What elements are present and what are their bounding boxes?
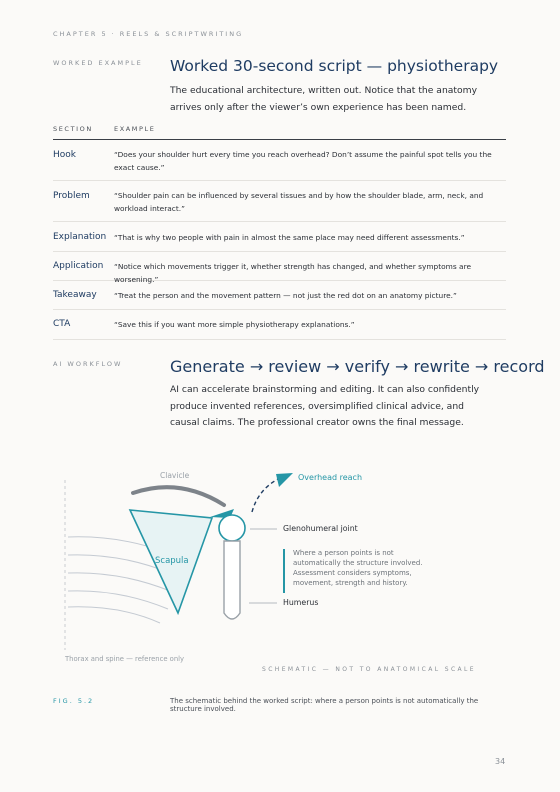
- scapula-label: Scapula: [155, 556, 189, 566]
- worked-example-title: Worked 30-second script — physiotherapy: [170, 57, 499, 75]
- worked-example-label: WORKED EXAMPLE: [53, 59, 143, 67]
- table-cell-section: Hook: [53, 150, 76, 160]
- table-cell-example: “Save this if you want more simple physiotherapy explanations.”: [114, 320, 355, 329]
- rib: [68, 591, 168, 609]
- assessment-note: Where a person points is not automatically the structure involved. Assessment considers symptoms, movement, strength and history.: [293, 549, 423, 587]
- thorax-caption: Thorax and spine — reference only: [65, 655, 185, 663]
- ai-workflow-lead: AI can accelerate brainstorming and editing. It can also confidently produce invented references, oversimplified clinical advice, and causal claims. The professional creator owns the final message.: [170, 384, 480, 428]
- overhead-reach-label: Overhead reach: [298, 473, 363, 482]
- figure-caption: The schematic behind the worked script: where a person points is not automatically the structure involved.: [170, 697, 479, 713]
- worked-example-lead: The educational architecture, written out. Notice that the anatomy arrives only after the viewer’s own experience has been named.: [170, 85, 478, 113]
- table-row: [53, 140, 506, 181]
- ai-workflow-title: Generate → review → verify → rewrite → record: [170, 357, 545, 376]
- table-cell-section: Application: [53, 261, 104, 271]
- table-cell-example: “Shoulder pain can be influenced by several tissues and by how the shoulder blade, arm, neck, and workload interact.”: [114, 191, 484, 213]
- table-row: [53, 281, 506, 310]
- table-row: [53, 222, 506, 252]
- rib: [68, 607, 160, 623]
- humeral-head: [219, 515, 245, 541]
- table-cell-section: Problem: [53, 191, 90, 201]
- page-number: 34: [495, 757, 506, 766]
- table-row: [53, 252, 506, 284]
- table-cell-example: “Treat the person and the movement pattern — not just the red dot on an anatomy picture.”: [114, 291, 457, 300]
- humerus-shaft: [224, 541, 240, 619]
- table-cell-example: “Notice which movements trigger it, whether strength has changed, and whether symptoms are worsening.”: [114, 262, 471, 284]
- table-cell-example: “That is why two people with pain in almost the same place may need different assessments.”: [114, 233, 465, 242]
- rib: [68, 573, 170, 591]
- overhead-arrow-path: [252, 479, 278, 512]
- schematic-note: SCHEMATIC — NOT TO ANATOMICAL SCALE: [262, 666, 476, 673]
- clavicle-label: Clavicle: [160, 471, 190, 480]
- table-cell-section: CTA: [53, 319, 71, 329]
- shoulder-schematic-diagram: [0, 455, 560, 680]
- glenohumeral-label: Glenohumeral joint: [283, 524, 358, 533]
- table-header-example: EXAMPLE: [114, 125, 156, 133]
- overhead-arrow-head: [276, 473, 293, 487]
- table-cell-section: Takeaway: [53, 290, 97, 300]
- table-cell-example: “Does your shoulder hurt every time you reach overhead? Don’t assume the painful spot tells you the exact cause.”: [114, 150, 492, 172]
- table-cell-section: Explanation: [53, 232, 107, 242]
- table-header-section: SECTION: [53, 125, 93, 133]
- chapter-header: CHAPTER 5 · REELS & SCRIPTWRITING: [53, 30, 244, 38]
- note-accent-bar: [283, 549, 285, 593]
- humerus-label: Humerus: [283, 598, 319, 607]
- clavicle-bone: [133, 487, 224, 505]
- table-row: [53, 181, 506, 222]
- ai-workflow-label: AI WORKFLOW: [53, 360, 123, 368]
- table-row: [53, 310, 506, 340]
- figure-label: FIG. 5.2: [53, 697, 95, 705]
